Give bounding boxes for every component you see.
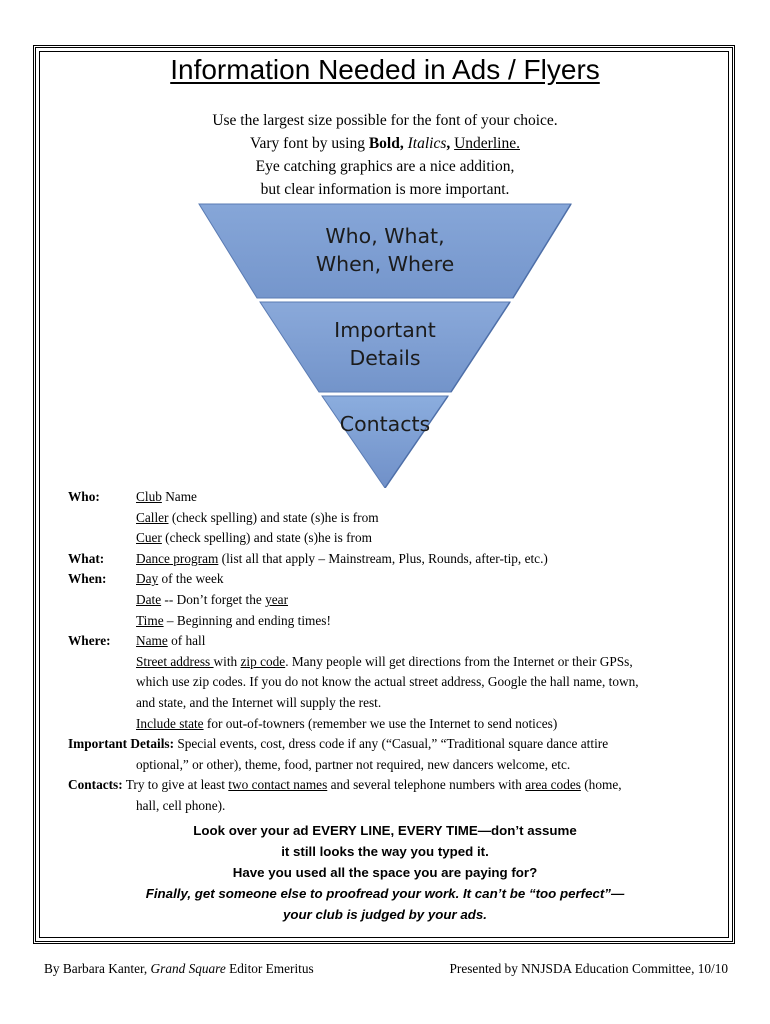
detail-value: (check spelling) and state (s)he is from <box>161 530 372 546</box>
intro-line-2-prefix: Vary font by using <box>250 135 369 152</box>
detail-row <box>68 508 718 529</box>
detail-value: -- Don’t forget the <box>161 591 266 607</box>
detail-row <box>68 693 718 714</box>
when-label: When: <box>68 571 107 587</box>
footer-author-prefix: By Barbara Kanter, <box>44 961 151 976</box>
detail-text <box>136 714 557 735</box>
intro-line-1: Use the largest size possible for the font of your choice. <box>212 112 558 129</box>
what-label: What: <box>68 550 105 566</box>
detail-text <box>136 611 331 632</box>
detail-row <box>68 528 718 549</box>
page-title: Information Needed in Ads / Flyers <box>170 54 600 85</box>
detail-row <box>68 487 718 508</box>
closing-line-4: Finally, get someone else to proofread your work. It can’t be “too perfect”— <box>145 886 625 901</box>
intro-underline-word: Underline. <box>454 135 520 152</box>
contacts-text-cont: hall, cell phone). <box>136 797 226 813</box>
detail-text <box>136 590 288 611</box>
contacts-key: area codes <box>525 777 581 793</box>
contacts-text: Try to give at least <box>122 777 229 793</box>
detail-row <box>68 569 718 590</box>
footer-author-suffix: Editor Emeritus <box>225 961 314 976</box>
detail-row <box>68 611 718 632</box>
detail-row <box>68 631 718 652</box>
detail-value: Name <box>161 489 197 504</box>
intro-bold-word: Bold, <box>368 135 404 152</box>
detail-value: of the week <box>158 571 224 587</box>
intro-line-2 <box>0 132 770 155</box>
contacts-label: Contacts: <box>68 777 123 793</box>
closing-reminders <box>0 820 770 925</box>
closing-line-2: it still looks the way you typed it. <box>281 844 489 859</box>
footer-publication: Grand Square <box>150 961 226 976</box>
pyramid-label-who-what-line2: When, Where <box>315 252 455 276</box>
detail-text <box>136 652 633 673</box>
important-details-block <box>68 734 718 775</box>
important-details-text-cont: optional,” or other), theme, food, partner not required, new dancers welcome, etc. <box>136 756 571 772</box>
detail-text: which use zip codes. If you do not know the actual street address, Google the hall name, town, <box>136 674 639 690</box>
detail-key: Club <box>136 489 162 504</box>
contacts-text: (home, <box>580 777 622 793</box>
detail-row <box>68 590 718 611</box>
detail-key: Day <box>136 571 159 587</box>
detail-text <box>136 569 224 590</box>
detail-row <box>68 549 718 570</box>
detail-value: – Beginning and ending times! <box>163 612 331 628</box>
intro-line-3: Eye catching graphics are a nice addition, <box>255 158 515 175</box>
who-label: Who: <box>68 489 100 504</box>
important-details-label: Important Details: <box>68 736 174 752</box>
detail-key: Include state <box>136 715 204 731</box>
detail-row <box>68 652 718 673</box>
detail-key: Caller <box>136 509 169 525</box>
footer-author <box>44 961 314 977</box>
detail-key: Cuer <box>136 530 162 546</box>
detail-text <box>136 487 197 508</box>
detail-key: Date <box>136 591 162 607</box>
pyramid-label-who-what <box>285 222 485 278</box>
detail-key: Name <box>136 633 168 649</box>
detail-text <box>136 549 548 570</box>
contacts-block <box>68 775 718 816</box>
contacts-key: two contact names <box>228 777 328 793</box>
detail-text <box>136 631 205 652</box>
footer-presenter: Presented by NNJSDA Education Committee, 10/10 <box>449 961 728 976</box>
pyramid-label-important-line2: Details <box>349 346 421 370</box>
pyramid-label-contacts: Contacts <box>339 412 431 436</box>
intro-line-4: but clear information is more important. <box>260 181 510 198</box>
detail-value: of hall <box>167 633 206 649</box>
detail-value: . Many people will get directions from the Internet or their GPSs, <box>285 653 633 669</box>
closing-line-5: your club is judged by your ads. <box>283 907 487 922</box>
detail-key: year <box>265 591 289 607</box>
detail-text <box>136 508 379 529</box>
pyramid-label-who-what-line1: Who, What, <box>325 224 445 248</box>
where-label: Where: <box>68 633 111 649</box>
pyramid-label-important-line1: Important <box>334 318 436 342</box>
detail-value: for out-of-towners (remember we use the Internet to send notices) <box>203 715 558 731</box>
contacts-text: and several telephone numbers with <box>327 777 526 793</box>
detail-value: (list all that apply – Mainstream, Plus, Rounds, after-tip, etc.) <box>218 550 548 566</box>
detail-key: Time <box>136 612 164 628</box>
closing-line-3: Have you used all the space you are paying for? <box>232 865 538 880</box>
intro-text <box>0 109 770 201</box>
pyramid-label-important <box>285 316 485 372</box>
detail-row <box>68 672 718 693</box>
detail-text: and state, and the Internet will supply the rest. <box>136 694 382 710</box>
detail-row <box>68 714 718 735</box>
detail-value: (check spelling) and state (s)he is from <box>168 509 379 525</box>
important-details-text: Special events, cost, dress code if any (“Casual,” “Traditional square dance attire <box>174 736 609 752</box>
detail-key: zip code <box>240 653 286 669</box>
detail-key: Street address <box>136 653 214 669</box>
intro-comma: , <box>446 135 455 152</box>
intro-italic-word: Italics <box>407 135 447 152</box>
detail-key: Dance program <box>136 550 219 566</box>
details-list <box>68 487 718 817</box>
closing-line-1: Look over your ad EVERY LINE, EVERY TIME—don’t assume <box>193 823 577 838</box>
detail-value: with <box>213 653 241 669</box>
detail-text <box>136 528 372 549</box>
